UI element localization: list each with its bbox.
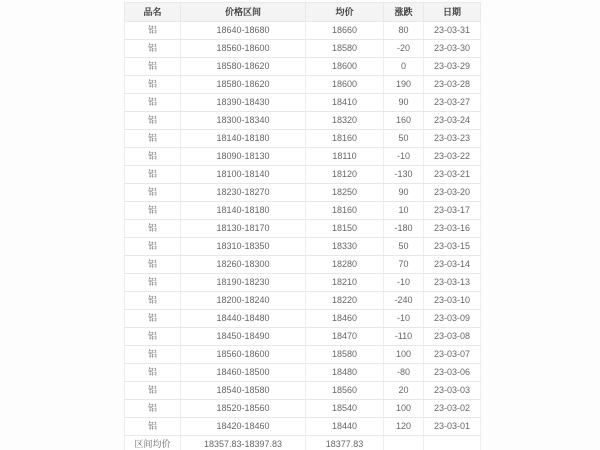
cell-avg: 18280 [306,256,384,274]
cell-name: 铝 [125,58,181,76]
cell-chg: 120 [384,418,424,436]
col-header-avg-price: 均价 [306,3,384,22]
cell-avg: 18480 [306,364,384,382]
cell-avg: 18220 [306,292,384,310]
cell-range: 18357.83-18397.83 [181,436,306,450]
cell-avg: 18580 [306,40,384,58]
cell-chg: 190 [384,76,424,94]
cell-name: 区间均价 [125,436,181,450]
table-header [125,3,481,22]
cell-range: 18130-18170 [181,220,306,238]
col-header-change: 涨跌 [384,3,424,22]
cell-name: 铝 [125,22,181,40]
cell-chg: 90 [384,94,424,112]
cell-name: 铝 [125,256,181,274]
cell-name: 铝 [125,76,181,94]
cell-range: 18560-18600 [181,346,306,364]
cell-chg: 80 [384,22,424,40]
table-row [125,310,481,328]
cell-date: 23-03-10 [424,292,481,310]
cell-name: 铝 [125,310,181,328]
cell-date: 23-03-02 [424,400,481,418]
cell-range: 18640-18680 [181,22,306,40]
table-row [125,22,481,40]
table-row [125,184,481,202]
table-row [125,58,481,76]
cell-date: 23-03-21 [424,166,481,184]
cell-date: 23-03-17 [424,202,481,220]
cell-range: 18580-18620 [181,58,306,76]
cell-name: 铝 [125,238,181,256]
cell-date: 23-03-23 [424,130,481,148]
cell-name: 铝 [125,400,181,418]
table-row [125,382,481,400]
cell-chg: -10 [384,148,424,166]
table-row [125,328,481,346]
cell-date: 23-03-22 [424,148,481,166]
cell-range: 18230-18270 [181,184,306,202]
cell-name: 铝 [125,184,181,202]
cell-avg: 18250 [306,184,384,202]
table-row [125,256,481,274]
cell-date: 23-03-15 [424,238,481,256]
cell-name: 铝 [125,166,181,184]
cell-date: 23-03-24 [424,112,481,130]
price-table [124,2,481,450]
cell-avg: 18160 [306,130,384,148]
cell-range: 18310-18350 [181,238,306,256]
table-body [125,22,481,450]
cell-avg: 18110 [306,148,384,166]
table-row [125,166,481,184]
cell-range: 18540-18580 [181,382,306,400]
cell-date: 23-03-27 [424,94,481,112]
table-row [125,292,481,310]
cell-name: 铝 [125,328,181,346]
cell-range: 18300-18340 [181,112,306,130]
cell-name: 铝 [125,274,181,292]
cell-range: 18200-18240 [181,292,306,310]
cell-avg: 18660 [306,22,384,40]
cell-avg: 18320 [306,112,384,130]
cell-avg: 18330 [306,238,384,256]
cell-chg: -130 [384,166,424,184]
table-row [125,346,481,364]
cell-name: 铝 [125,364,181,382]
cell-date: 23-03-06 [424,364,481,382]
cell-avg: 18210 [306,274,384,292]
cell-name: 铝 [125,94,181,112]
cell-date: 23-03-07 [424,346,481,364]
col-header-product: 品名 [125,3,181,22]
table-row [125,76,481,94]
cell-date [424,436,481,450]
cell-date: 23-03-30 [424,40,481,58]
cell-date: 23-03-28 [424,76,481,94]
table-row [125,364,481,382]
cell-range: 18390-18430 [181,94,306,112]
table-row [125,112,481,130]
cell-range: 18580-18620 [181,76,306,94]
cell-avg: 18410 [306,94,384,112]
cell-chg: 0 [384,58,424,76]
table-header-row [125,3,481,22]
table-footer-row [125,436,481,450]
cell-date: 23-03-16 [424,220,481,238]
cell-avg: 18440 [306,418,384,436]
col-header-price-range: 价格区间 [181,3,306,22]
cell-chg: -180 [384,220,424,238]
cell-chg: 90 [384,184,424,202]
cell-chg: 100 [384,400,424,418]
table-row [125,400,481,418]
cell-range: 18450-18490 [181,328,306,346]
cell-avg: 18580 [306,346,384,364]
cell-avg: 18600 [306,76,384,94]
cell-date: 23-03-31 [424,22,481,40]
cell-chg: 100 [384,346,424,364]
cell-avg: 18540 [306,400,384,418]
cell-range: 18460-18500 [181,364,306,382]
cell-range: 18190-18230 [181,274,306,292]
cell-avg: 18150 [306,220,384,238]
table-row [125,40,481,58]
cell-range: 18260-18300 [181,256,306,274]
cell-range: 18420-18460 [181,418,306,436]
cell-date: 23-03-09 [424,310,481,328]
cell-avg: 18460 [306,310,384,328]
cell-avg: 18600 [306,58,384,76]
cell-avg: 18377.83 [306,436,384,450]
cell-chg: 50 [384,238,424,256]
table-row [125,94,481,112]
table-row [125,220,481,238]
cell-range: 18100-18140 [181,166,306,184]
cell-name: 铝 [125,130,181,148]
cell-chg: -110 [384,328,424,346]
cell-range: 18560-18600 [181,40,306,58]
cell-name: 铝 [125,346,181,364]
table-row [125,148,481,166]
table-row [125,130,481,148]
cell-avg: 18560 [306,382,384,400]
cell-avg: 18120 [306,166,384,184]
price-table-container [124,2,481,450]
cell-date: 23-03-13 [424,274,481,292]
cell-range: 18090-18130 [181,148,306,166]
cell-name: 铝 [125,292,181,310]
cell-name: 铝 [125,382,181,400]
cell-avg: 18470 [306,328,384,346]
col-header-date: 日期 [424,3,481,22]
cell-chg: -10 [384,274,424,292]
cell-avg: 18160 [306,202,384,220]
cell-chg: 70 [384,256,424,274]
table-row [125,202,481,220]
cell-range: 18140-18180 [181,130,306,148]
cell-date: 23-03-20 [424,184,481,202]
cell-range: 18440-18480 [181,310,306,328]
table-row [125,418,481,436]
cell-date: 23-03-03 [424,382,481,400]
cell-name: 铝 [125,202,181,220]
cell-chg: 10 [384,202,424,220]
cell-date: 23-03-29 [424,58,481,76]
cell-name: 铝 [125,220,181,238]
table-row [125,238,481,256]
cell-name: 铝 [125,148,181,166]
cell-range: 18140-18180 [181,202,306,220]
cell-name: 铝 [125,112,181,130]
cell-chg: -80 [384,364,424,382]
table-row [125,274,481,292]
cell-date: 23-03-14 [424,256,481,274]
cell-chg: -10 [384,310,424,328]
cell-chg: -240 [384,292,424,310]
cell-chg: 160 [384,112,424,130]
cell-name: 铝 [125,40,181,58]
cell-chg: 20 [384,382,424,400]
cell-chg: -20 [384,40,424,58]
cell-chg: 50 [384,130,424,148]
cell-range: 18520-18560 [181,400,306,418]
cell-date: 23-03-08 [424,328,481,346]
cell-chg [384,436,424,450]
cell-name: 铝 [125,418,181,436]
cell-date: 23-03-01 [424,418,481,436]
